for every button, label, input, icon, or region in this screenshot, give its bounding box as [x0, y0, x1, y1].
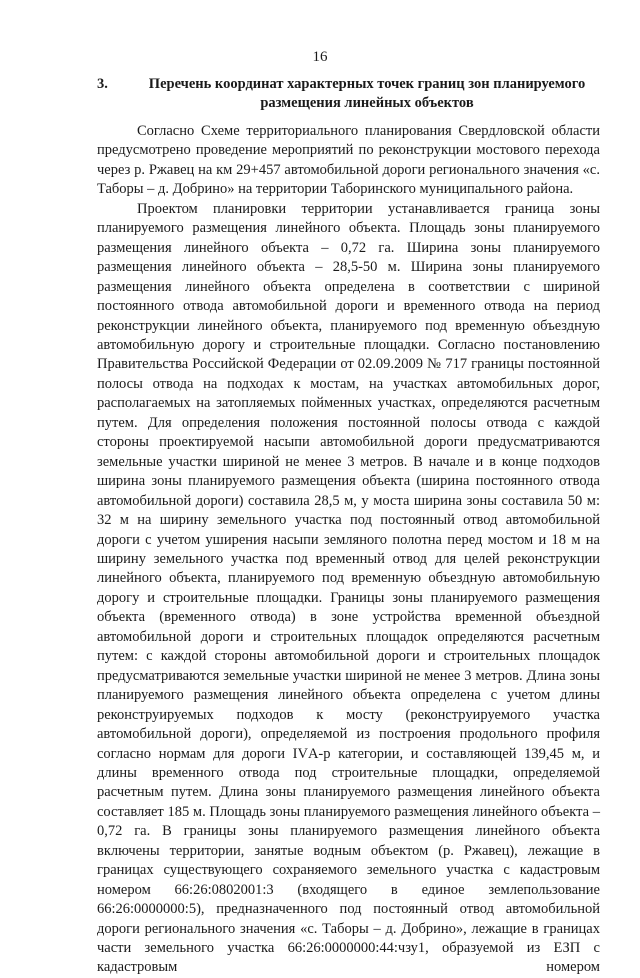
section-heading: [97, 75, 597, 113]
paragraph-intro: Согласно Схеме территориального планирования Свердловской области предусмотрено проведение мероприятий по реконструкции мостового перехода через р. Ржавец на км 29+457 автомобильной дороги регионального значения «с. Таборы – д. Добрино» на территории Таборинского муниципального района.: [97, 123, 600, 198]
section-number: 3.: [97, 76, 108, 92]
paragraph-zone-description: Проектом планировки территории устанавливается граница зоны планируемого размещения линейного объекта. Площадь зоны планируемого размещения линейного объекта – 0,72 га. Ширина зоны планируемого размещения линейного объекта – 28,5-50 м. Ширина зоны планируемого размещения линейного объекта определена в соответствии с шириной постоянного отвода автомобильной дороги и временного отвода на период реконструкции линейного объекта, планируемого под временную объездную автомобильную дорогу и строительные площадки. Согласно постановлению Правительства Российской Федерации от 02.09.2009 № 717 границы постоянной полосы отвода на подходах к мостам, на участках автомобильных дорог, располагаемых на затопляемых пойменных участках, определяются расчетным путем. Для определения положения постоянной полосы отвода с каждой стороны проектируемой насыпи автомобильной дороги предусматриваются земельные участки шириной не менее 3 метров. В начале и в конце подходов ширина зоны планируемого размещения объекта (ширина постоянного отвода автомобильной дороги) составила 28,5 м, у моста ширина зоны составила 50 м: 32 м на ширину земельного участка под постоянный отвод автомобильной дороги с учетом уширения насыпи земляного полотна перед мостом и 18 м на ширину земельного участка под временный отвод для целей реконструкции линейного объекта, планируемого под временную объездную автомобильную дорогу и строительные площадки. Границы зоны планируемого размещения объекта (временного отвода) в зоне устройства временной объездной автомобильной дороги и строительных площадок определяются расчетным путем: с каждой стороны автомобильной дороги и строительных площадок предусматриваются земельные участки шириной не менее 3 метров. Длина зоны планируемого размещения линейного объекта определена с учетом длины реконструируемых подходов к мосту (реконструируемого участка автомобильной дороги), определяемой из построения продольного профиля согласно нормам для дороги IVА-р категории, и составляющей 139,45 м, и длины временного отвода под строительные площадки, определяемой расчетным путем. Длина зоны планируемого размещения линейного объекта составляет 185 м. Площадь зоны планируемого размещения линейного объекта – 0,72 га. В границы зоны планируемого размещения линейного объекта включены территории, занятые водным объектом (р. Ржавец), лежащие в границах существующего сохраняемого земельного участка с кадастровым номером 66:26:0802001:3 (входящего в единое землепользование 66:26:0000000:5), предназначенного под постоянный отвод автомобильной дороги регионального значения «с. Таборы – д. Добрино», лежащие в границах части земельного участка 66:26:0000000:44:чзу1, образуемой из ЕЗП с кадастровым номером: [97, 200, 600, 976]
body-text: [97, 122, 600, 978]
page-number: 16: [312, 49, 328, 65]
section-title: Перечень координат характерных точек границ зон планируемого размещения линейных объектов: [148, 76, 586, 111]
